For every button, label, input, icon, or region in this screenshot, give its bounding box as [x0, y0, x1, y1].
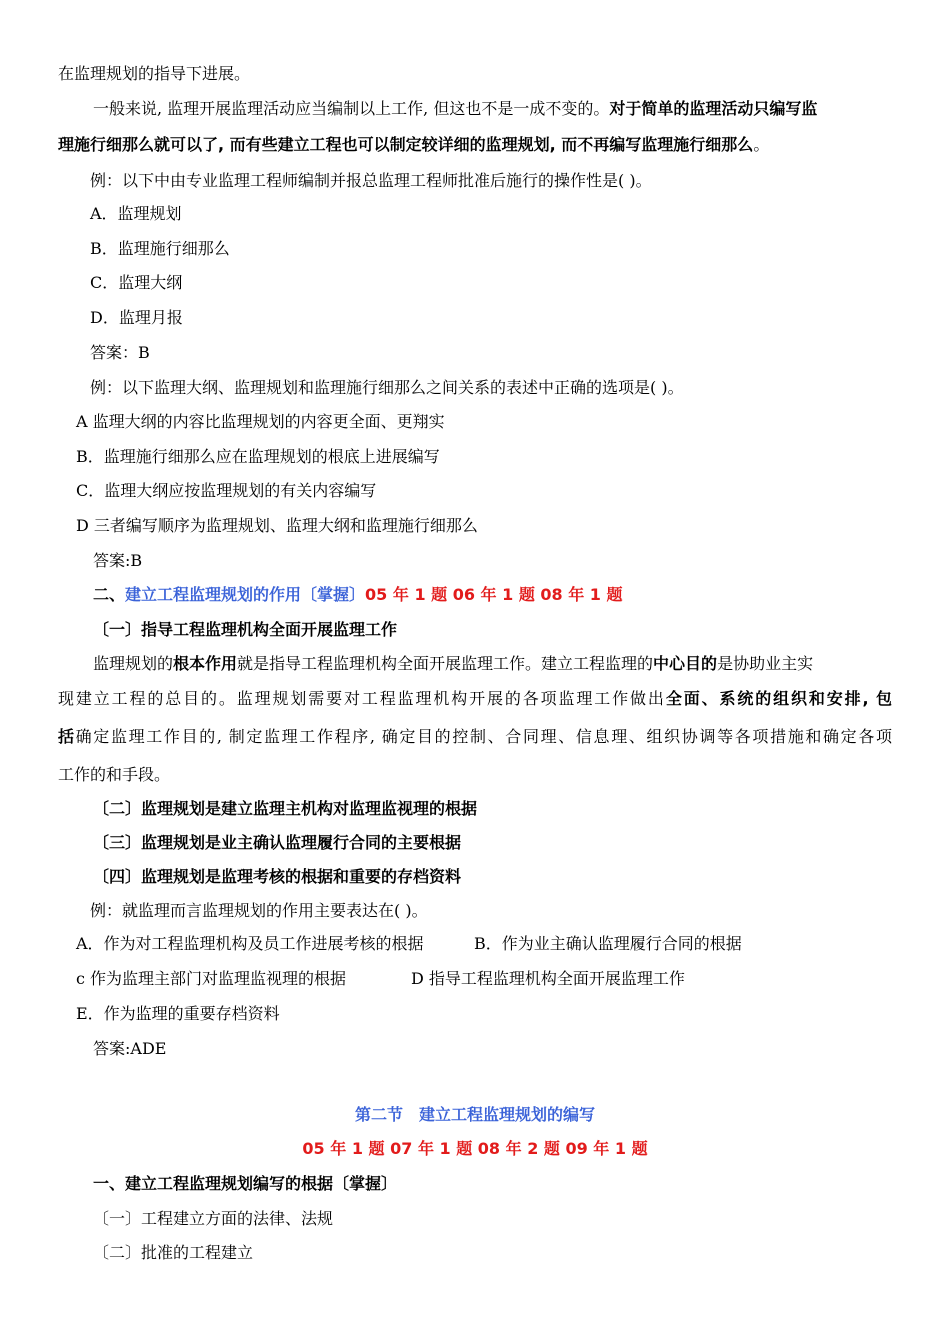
- exam-years: 05 年 1 题 07 年 1 题 08 年 2 题 09 年 1 题: [302, 1139, 648, 1158]
- option-item: B．作为业主确认监理履行合同的根据: [474, 934, 742, 953]
- question-stem: 例：就监理而言监理规划的作用主要表达在( )。: [90, 901, 428, 920]
- option-item: A．监理规划: [90, 204, 182, 223]
- bold-text-run: 全面、系统的组织和安排: [665, 689, 863, 708]
- subsection-heading: 〔二〕监理规划是建立监理主机构对监理监视理的根据: [93, 799, 478, 818]
- bold-text-run: , 包: [862, 689, 892, 708]
- paragraph-line: [58, 688, 892, 710]
- bold-text-run: 中心目的: [653, 654, 718, 673]
- list-item: 〔一〕工程建立方面的法律、法规: [93, 1209, 334, 1228]
- paragraph-line: [58, 134, 769, 156]
- question-stem: 例：以下中由专业监理工程师编制并报总监理工程师批准后施行的操作性是( )。: [90, 171, 652, 190]
- option-item: C．监理大纲: [90, 273, 183, 292]
- answer-text: 答案：B: [90, 343, 150, 362]
- option-item: A．作为对工程监理机构及员工作进展考核的根据: [76, 934, 424, 953]
- question-stem: 例：以下监理大纲、监理规划和监理施行细那么之间关系的表述中正确的选项是( )。: [90, 378, 684, 397]
- paragraph-line: 在监理规划的指导下进展。: [58, 64, 251, 83]
- exam-years: 05 年 1 题 06 年 1 题 08 年 1 题: [365, 585, 623, 604]
- bold-text-run: 根本作用: [173, 654, 238, 673]
- subsection-heading: 〔四〕监理规划是监理考核的根据和重要的存档资料: [93, 867, 462, 886]
- text-run: 是协助业主实: [717, 654, 814, 673]
- option-item: B．监理施行细那么: [90, 239, 230, 258]
- text-run: 就是指导工程监理机构全面开展监理工作。建立工程监理的: [237, 654, 654, 673]
- option-item: D 三者编写顺序为监理规划、监理大纲和监理施行细那么: [76, 516, 478, 535]
- answer-text: 答案:ADE: [93, 1039, 167, 1058]
- paragraph-line: [93, 98, 817, 120]
- text-run: 确定监理工作目的, 制定监理工作程序, 确定目的控制、合同理、信息理、组织协调等各项措施和确定各项: [75, 727, 892, 746]
- text-run: 。: [753, 135, 770, 154]
- text-run: 一般来说, 监理开展监理活动应当编制以上工作, 但这也不是一成不变的。: [93, 99, 610, 118]
- subsection-heading: 〔一〕指导工程监理机构全面开展监理工作: [93, 620, 398, 639]
- answer-text: 答案:B: [93, 551, 143, 570]
- text-run: 现建立工程的总目的。监理规划需要对工程监理机构开展的各项监理工作做出: [58, 689, 666, 708]
- paragraph-line: [93, 653, 813, 675]
- heading-title: 建立工程监理规划的作用〔掌握〕: [125, 585, 366, 604]
- bold-text-run: 理施行细那么就可以了, 而有些建立工程也可以制定较详细的监理规划, 而不再编写监理施行细那么: [58, 135, 754, 154]
- option-item: E．作为监理的重要存档资料: [76, 1004, 280, 1023]
- heading-number: 二、: [93, 585, 126, 604]
- bold-text-run: 对于简单的监理活动只编写监: [609, 99, 818, 118]
- text-run: 监理规划的: [93, 654, 174, 673]
- bold-text-run: 括: [58, 727, 76, 746]
- section-title: 第二节 建立工程监理规划的编写: [354, 1105, 595, 1124]
- option-item: B．监理施行细那么应在监理规划的根底上进展编写: [76, 447, 440, 466]
- list-item: 〔二〕批准的工程建立: [93, 1243, 254, 1262]
- paragraph-line: [58, 726, 892, 748]
- section-heading: 一、建立工程监理规划编写的根据〔掌握〕: [93, 1174, 398, 1193]
- option-item: D．监理月报: [90, 308, 183, 327]
- option-item: D 指导工程监理机构全面开展监理工作: [411, 969, 685, 988]
- option-item: C．监理大纲应按监理规划的有关内容编写: [76, 481, 377, 500]
- subsection-heading: 〔三〕监理规划是业主确认监理履行合同的主要根据: [93, 833, 462, 852]
- option-item: A 监理大纲的内容比监理规划的内容更全面、更翔实: [76, 412, 445, 431]
- option-item: c 作为监理主部门对监理监视理的根据: [76, 969, 347, 988]
- section-heading: [93, 584, 623, 606]
- paragraph-line: 工作的和手段。: [58, 765, 171, 784]
